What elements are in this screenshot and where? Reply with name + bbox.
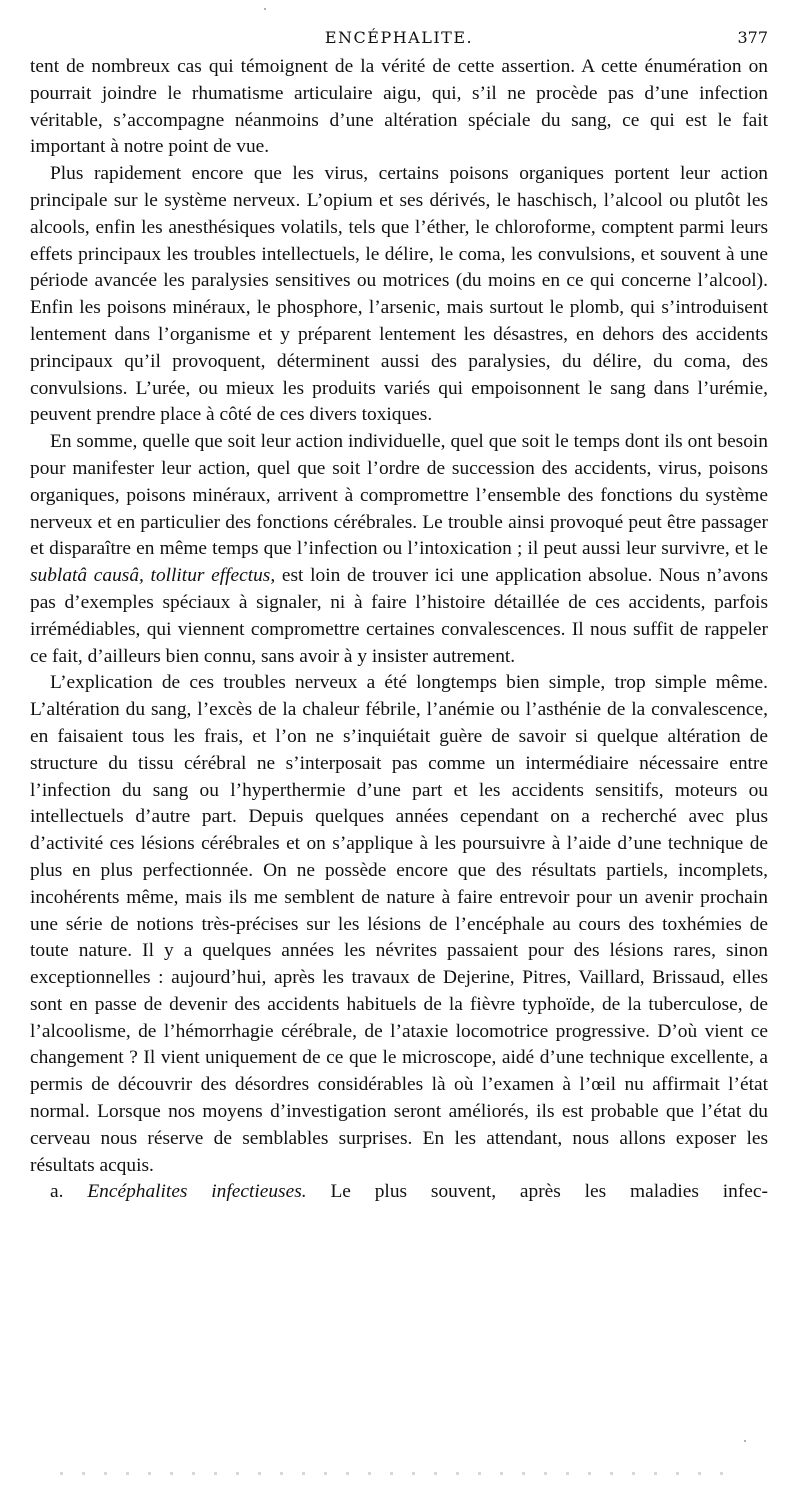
latin-phrase: sublatâ causâ, tollitur effectus, bbox=[30, 565, 276, 587]
paragraph-2: Plus rapidement encore que les virus, certains poisons organiques portent leur action principale sur le système nerveux. L’opium et ses dérivés, le haschisch, l’alcool ou plutôt les alcools, enfin les anesthésiques volatils, tels que l’éther, le chloroforme, comptent parmi leurs effets principaux les troubles intellectuels, le délire, le coma, les convulsions, et souvent à une période avancée les paralysies sensitives ou motrices (du moins en ce qui concerne l’alcool). Enfin les poisons minéraux, le phosphore, l’arsenic, mais surtout le plomb, qui s’introduisent lentement dans l’organisme et y préparent lentement les désastres, en dehors des accidents principaux qu’il provoquent, déterminent aussi des paralysies, du délire, du coma, des convulsions. L’urée, ou mieux les produits variés qui empoisonnent le sang dans l’urémie, peuvent prendre place à côté de ces divers toxiques. bbox=[30, 163, 768, 426]
paragraph-1: tent de nombreux cas qui témoignent de la vérité de cette assertion. A cette énumération on pourrait joindre le rhumatisme articulaire aigu, qui, s’il ne procède pas d’une infection véritable, s’accompagne néanmoins d’une altération spéciale du sang, ce qui est le fait important à notre point de vue. bbox=[30, 56, 768, 158]
section-label: a. bbox=[50, 1181, 64, 1203]
ink-speck bbox=[744, 1440, 746, 1442]
bottom-print-smudge bbox=[60, 1472, 740, 1475]
section-text: Le plus souvent, après les maladies infec- bbox=[330, 1181, 768, 1203]
running-header bbox=[30, 28, 768, 54]
body-text bbox=[30, 54, 768, 1206]
paragraph-3-text-after: est loin de trouver ici une application absolue. Nous n’avons pas d’exemples spéciaux à signaler, ni à faire l’histoire détaillée de ces accidents, parfois irrémédiables, qui viennent compromettre certaines convalescences. Il nous suffit de rappeler ce fait, d’ailleurs bien connu, sans avoir à y insister autrement. bbox=[30, 565, 768, 667]
book-page bbox=[30, 28, 768, 1206]
running-title: ENCÉPHALITE. bbox=[324, 28, 474, 47]
paragraph-3-text-before: En somme, quelle que soit leur action individuelle, quel que soit le temps dont ils ont besoin pour manifester leur action, quel que soit l’ordre de succession des accidents, virus, poisons organiques, poisons minéraux, arrivent à compromettre l’ensemble des fonctions du système nerveux et en particulier des fonctions cérébrales. Le trouble ainsi provoqué peut être passager et disparaître en même temps que l’infection ou l’intoxication ; il peut aussi leur survivre, et le bbox=[30, 431, 768, 560]
page-number: 377 bbox=[737, 28, 768, 47]
paragraph-4: L’explication de ces troubles nerveux a été longtemps bien simple, trop simple même. L’altération du sang, l’excès de la chaleur fébrile, l’anémie ou l’asthénie de la convalescence, en faisaient tous les frais, et l’on ne s’inquiétait guère de savoir si quelque altération de structure du tissu cérébral ne s’interposait pas comme un intermédiaire nécessaire entre l’infection du sang ou l’hyperthermie d’une part et les accidents sensitifs, moteurs ou intellectuels d’autre part. Depuis quelques années cependant on a recherché avec plus d’activité ces lésions cérébrales et on s’applique à les poursuivre à l’aide d’une technique de plus en plus perfectionnée. On ne possède encore que des résultats partiels, incomplets, incohérents même, mais ils me semblent de nature à faire entrevoir pour un avenir prochain une série de notions très-précises sur les lésions de l’encéphale au cours des toxhémies de toute nature. Il y a quelques années les névrites passaient pour des lésions rares, sinon exceptionnelles : aujourd’hui, après les travaux de Dejerine, Pitres, Vaillard, Brissaud, elles sont en passe de devenir des accidents habituels de la fièvre typhoïde, de la tuberculose, de l’alcoolisme, de l’hémorrhagie cérébrale, de l’ataxie locomotrice progressive. D’où vient ce changement ? Il vient uniquement de ce que le microscope, aidé d’une technique excellente, a permis de découvrir des désordres considérables là où l’examen à l’œil nu affirmait l’état normal. Lorsque nos moyens d’investigation seront améliorés, ils est probable que l’état du cerveau nous réserve de semblables surprises. En les attendant, nous allons exposer les résultats acquis. bbox=[30, 672, 768, 1176]
section-heading-line bbox=[30, 1179, 768, 1206]
ink-speck bbox=[264, 8, 266, 10]
section-title: Encéphalites infectieuses. bbox=[87, 1181, 307, 1203]
paragraph-3 bbox=[30, 429, 768, 670]
